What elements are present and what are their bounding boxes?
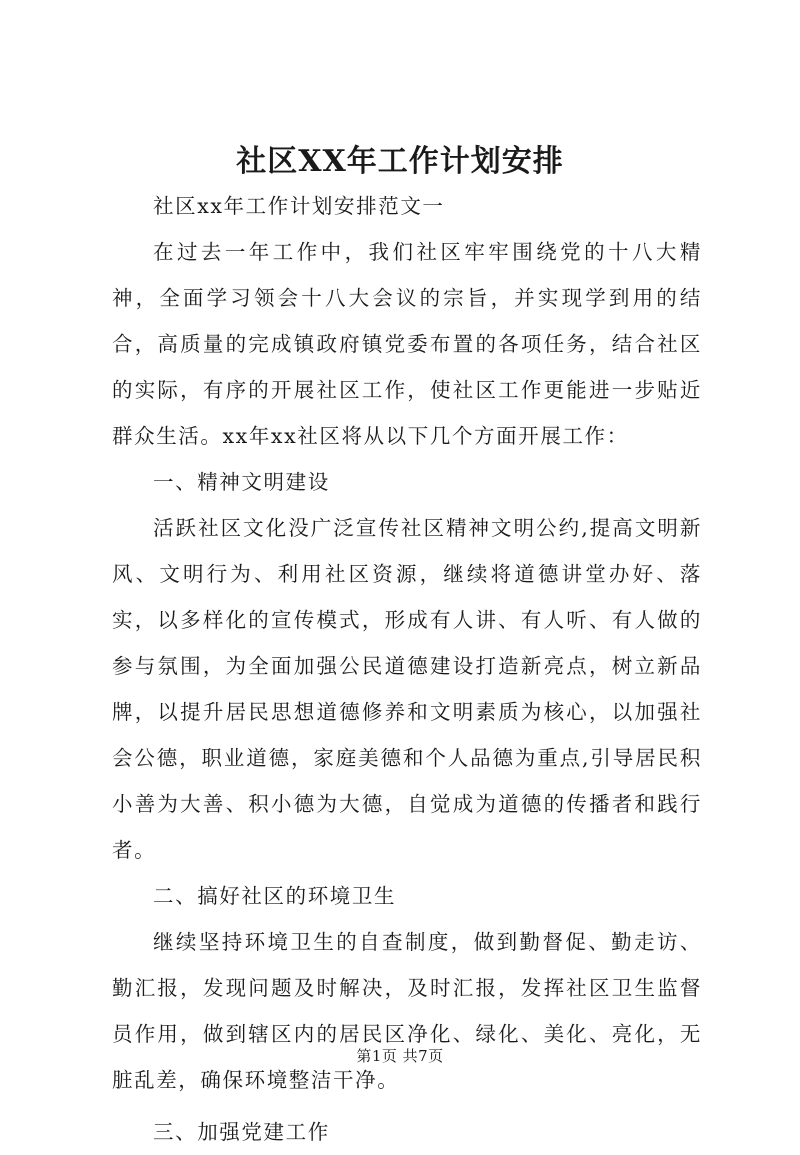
- section-body-1: 活跃社区文化没广泛宣传社区精神文明公约,提高文明新风、文明行为、利用社区资源，继续将道德讲堂办好、落实，以多样化的宣传模式，形成有人讲、有人听、有人做的参与氛围，为全面加强公民道德建设打造新亮点，树立新品牌，以提升居民思想道德修养和文明素质为核心，以加强社会公德，职业道德，家庭美德和个人品德为重点,引导居民积小善为大善、积小德为大德，自觉成为道德的传播者和践行者。: [112, 516, 702, 862]
- section-heading-2: 二、搞好社区的环境卫生: [153, 884, 397, 908]
- document-body: [112, 183, 702, 1155]
- section-heading-1: 一、精神文明建设: [153, 470, 330, 494]
- section-heading-3: 三、加强党建工作: [153, 1120, 330, 1144]
- intro-paragraph: 在过去一年工作中，我们社区牢牢围绕党的十八大精神，全面学习领会十八大会议的宗旨，并实现学到用的结合，高质量的完成镇政府镇党委布置的各项任务，结合社区的实际，有序的开展社区工作，使社区工作更能进一步贴近群众生活。xx年xx社区将从以下几个方面开展工作：: [112, 240, 702, 448]
- page-number-footer: 第1页 共7页: [356, 1047, 444, 1065]
- subtitle-paragraph: 社区xx年工作计划安排范文一: [153, 194, 445, 218]
- section-body-2: 继续坚持环境卫生的自查制度，做到勤督促、勤走访、勤汇报，发现问题及时解决，及时汇报，发挥社区卫生监督员作用，做到辖区内的居民区净化、绿化、美化、亮化，无脏乱差，确保环境整洁干净。: [112, 930, 702, 1092]
- document-title: 社区XX年工作计划安排: [236, 144, 564, 179]
